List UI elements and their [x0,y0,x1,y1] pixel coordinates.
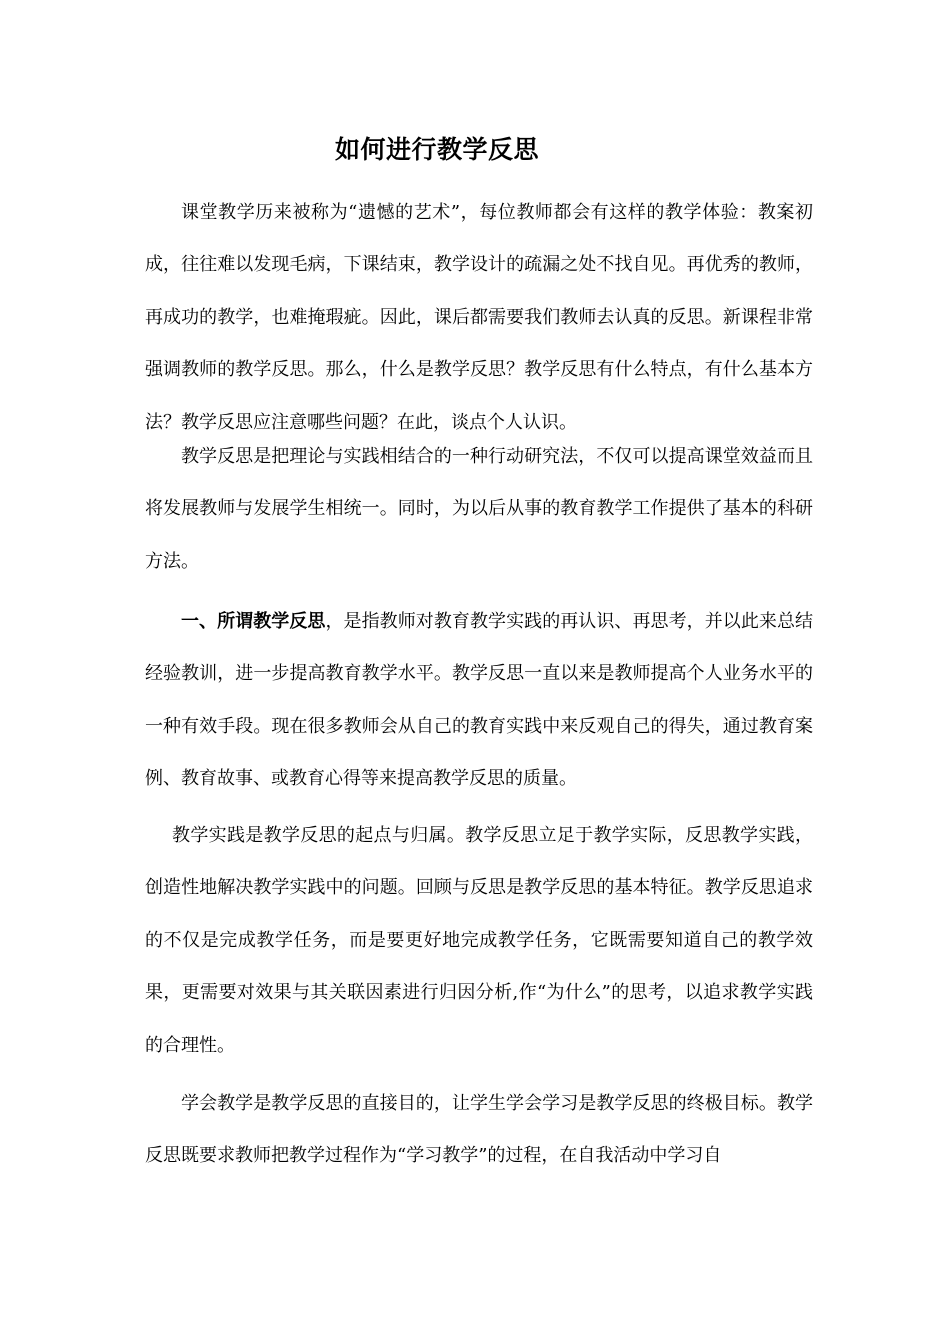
section-one-text: ，是指教师对教育教学实践的再认识、再思考，并以此来总结经验教训，进一步提高教育教学水平。教学反思一直以来是教师提高个人业务水平的一种有效手段。现在很多教师会从自己的教育实践中来反观自己的得失，通过教育案例、教育故事、或教育心得等来提高教学反思的质量。 [145,611,814,790]
paragraph-learning-to-teach: 学会教学是教学反思的直接目的，让学生学会学习是教学反思的终极目标。教学反思既要求教师把教学过程作为“学习教学”的过程，在自我活动中学习自 [145,1093,813,1167]
paragraph-definition-method: 教学反思是把理论与实践相结合的一种行动研究法，不仅可以提高课堂效益而且将发展教师与发展学生相统一。同时，为以后从事的教育教学工作提供了基本的科研方法。 [145,446,813,572]
section-one-heading: 一、所谓教学反思 [181,611,326,632]
document-title: 如何进行教学反思 [334,135,539,164]
paragraph-intro: 课堂教学历来被称为“遗憾的艺术”，每位教师都会有这样的教学体验：教案初成，往往难以发现毛病，下课结束，教学设计的疏漏之处不找自见。再优秀的教师，再成功的教学，也难掩瑕疵。因此，课后都需要我们教师去认真的反思。新课程非常强调教师的教学反思。那么，什么是教学反思？教学反思有什么特点，有什么基本方法？教学反思应注意哪些问题？在此，谈点个人认识。 [145,202,813,433]
paragraph-section-one [145,596,813,806]
paragraph-teaching-practice: 教学实践是教学反思的起点与归属。教学反思立足于教学实际，反思教学实践，创造性地解决教学实践中的问题。回顾与反思是教学反思的基本特征。教学反思追求的不仅是完成教学任务，而是要更好地完成教学任务，它既需要知道自己的教学效果，更需要对效果与其关联因素进行归因分析,作“为什么”的思考，以追求教学实践的合理性。 [145,825,813,1056]
